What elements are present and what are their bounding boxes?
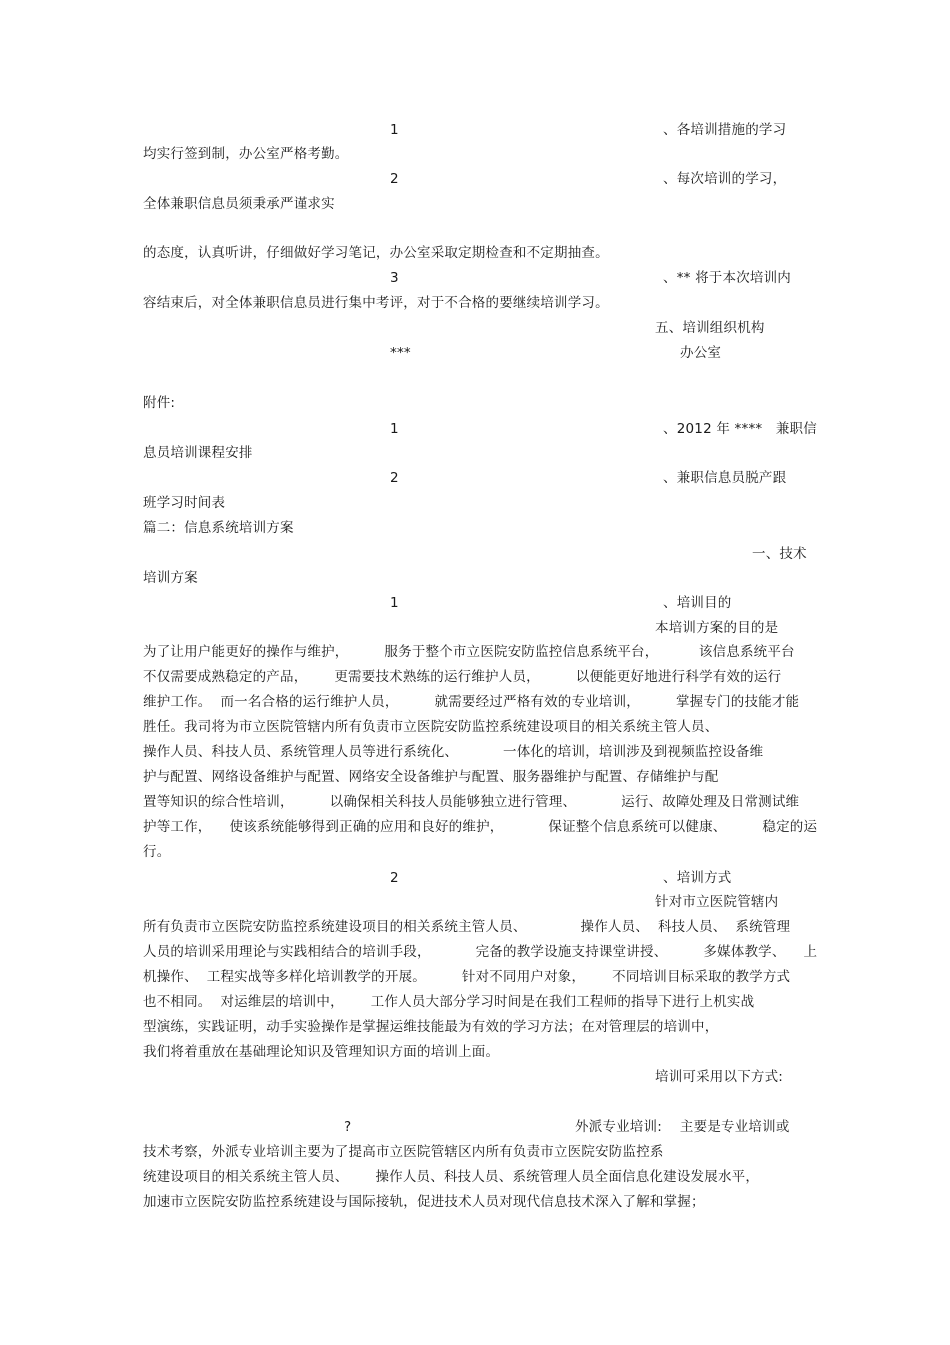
text-line: 机操作、 工程实战等多样化培训教学的开展。 针对不同用户对象， 不同培训目标采取的教学方式 [143, 969, 791, 985]
text-line: 技术考察，外派专业培训主要为了提高市立医院管辖区内所有负责市立医院安防监控系 [143, 1144, 664, 1160]
text-line: 不仅需要成熟稳定的产品， 更需要技术熟练的运行维护人员， 以便能更好地进行科学有效的运行 [143, 669, 782, 685]
text-line: 培训可采用以下方式: [655, 1069, 784, 1085]
text-line: 行。 [143, 844, 171, 860]
text-line: 2 [390, 470, 399, 486]
text-line: 班学习时间表 [143, 495, 226, 511]
text-line: 人员的培训采用理论与实践相结合的培训手段， 完备的教学设施支持课堂讲授、 多媒体教学、 上 [143, 944, 818, 960]
text-line: 、2012 年 **** 兼职信 [663, 421, 817, 437]
text-line: 、培训目的 [663, 595, 732, 611]
text-line: 、培训方式 [663, 870, 732, 886]
text-line: 办公室 [680, 345, 722, 361]
text-line: 、兼职信息员脱产跟 [663, 470, 787, 486]
text-line: 维护工作。 而一名合格的运行维护人员， 就需要经过严格有效的专业培训， 掌握专门的技能才能 [143, 694, 800, 710]
text-line: 1 [390, 421, 399, 437]
text-line: 附件: [143, 395, 176, 411]
text-line: 容结束后，对全体兼职信息员进行集中考评，对于不合格的要继续培训学习。 [143, 295, 609, 311]
text-line: 3 [390, 270, 399, 286]
text-line: 护与配置、网络设备维护与配置、网络安全设备维护与配置、服务器维护与配置、存储维护与配 [143, 769, 719, 785]
text-line: 、** 将于本次培训内 [663, 270, 791, 286]
text-line: 培训方案 [143, 570, 198, 586]
text-line: *** [390, 345, 411, 361]
text-line: 也不相同。 对运维层的培训中， 工作人员大部分学习时间是在我们工程师的指导下进行上机实战 [143, 994, 755, 1010]
text-line: 统建设项目的相关系统主管人员、 操作人员、科技人员、系统管理人员全面信息化建设发展水平， [143, 1169, 760, 1185]
text-line: 2 [390, 171, 399, 187]
text-line: 2 [390, 870, 399, 886]
section-heading: 五、培训组织机构 [655, 320, 765, 336]
text-line: 1 [390, 595, 399, 611]
text-line: 型演练，实践证明，动手实验操作是掌握运维技能最为有效的学习方法；在对管理层的培训中， [143, 1019, 719, 1035]
section-heading: 一、技术 [752, 546, 807, 562]
text-line: 、每次培训的学习， [663, 171, 787, 187]
text-line: 外派专业培训: 主要是专业培训或 [575, 1119, 790, 1135]
text-line: 护等工作， 使该系统能够得到正确的应用和良好的维护， 保证整个信息系统可以健康、 稳定的运 [143, 819, 818, 835]
text-line: 操作人员、科技人员、系统管理人员等进行系统化、 一体化的培训，培训涉及到视频监控设备维 [143, 744, 764, 760]
section-heading: 篇二：信息系统培训方案 [143, 520, 294, 536]
text-line: 加速市立医院安防监控系统建设与国际接轨，促进技术人员对现代信息技术深入了解和掌握； [143, 1194, 705, 1210]
text-line: 针对市立医院管辖内 [655, 894, 779, 910]
bullet-marker: ? [344, 1119, 352, 1135]
text-line: 胜任。我司将为市立医院管辖内所有负责市立医院安防监控系统建设项目的相关系统主管人员、 [143, 719, 719, 735]
text-line: 为了让用户能更好的操作与维护， 服务于整个市立医院安防监控信息系统平台， 该信息系统平台 [143, 644, 795, 660]
text-line: 我们将着重放在基础理论知识及管理知识方面的培训上面。 [143, 1044, 500, 1060]
text-line: 所有负责市立医院安防监控系统建设项目的相关系统主管人员、 操作人员、 科技人员、 系统管理 [143, 919, 791, 935]
text-line: 全体兼职信息员须秉承严谨求实 [143, 196, 335, 212]
text-line: 息员培训课程安排 [143, 445, 253, 461]
text-line: 、各培训措施的学习 [663, 122, 787, 138]
text-line: 1 [390, 122, 399, 138]
text-line: 置等知识的综合性培训， 以确保相关科技人员能够独立进行管理、 运行、故障处理及日常测试维 [143, 794, 800, 810]
text-line: 本培训方案的目的是 [655, 620, 779, 636]
text-line: 的态度，认真听讲，仔细做好学习笔记，办公室采取定期检查和不定期抽查。 [143, 245, 609, 261]
text-line: 均实行签到制，办公室严格考勤。 [143, 146, 349, 162]
